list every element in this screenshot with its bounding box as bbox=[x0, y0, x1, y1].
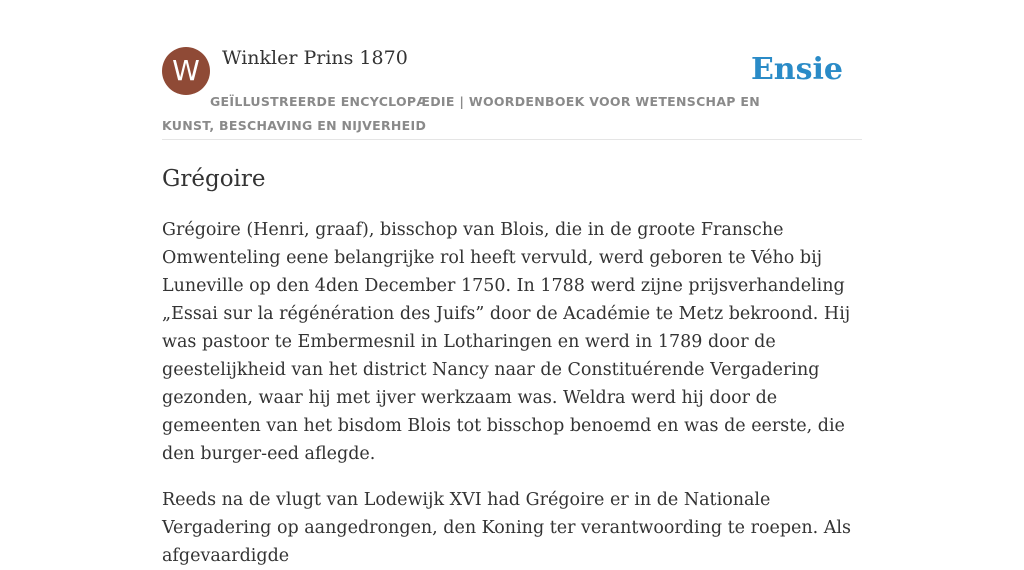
page bbox=[162, 0, 862, 566]
article-paragraph: Reeds na de vlugt van Lodewijk XVI had Grégoire er in de Nationale Vergadering op aangedrongen, den Koning ter verantwoording te roepen. Als afgevaardigde bbox=[162, 490, 852, 566]
article bbox=[162, 162, 862, 570]
source-title[interactable]: Winkler Prins 1870 bbox=[222, 47, 408, 69]
article-title: Grégoire bbox=[162, 166, 266, 192]
site-header bbox=[162, 0, 862, 140]
article-paragraph: Grégoire (Henri, graaf), bisschop van Blois, die in de groote Fransche Omwenteling eene belangrijke rol heeft vervuld, werd geboren te Vého bij Luneville op den 4den December 1750. In 1788 werd zijne prijsverhandeling „Essai sur la régénération des Juifs” door de Académie te Metz bekroond. Hij was pastoor te Embermesnil in Lotharingen en werd in 1789 door de geestelijkheid van het district Nancy naar de Constituérende Vergadering gezonden, waar hij met ijver werkzaam was. Weldra werd hij door de gemeenten van het bisdom Blois tot bisschop benoemd en was de eerste, die den burger-eed aflegde. bbox=[162, 220, 851, 464]
source-avatar[interactable]: W bbox=[162, 47, 210, 95]
ensie-logo-link[interactable]: Ensie bbox=[750, 52, 843, 87]
source-subtitle: GEÏLLUSTREERDE ENCYCLOPÆDIE | WOORDENBOEK VOOR WETENSCHAP EN KUNST, BESCHAVING EN NIJVERHEID bbox=[162, 94, 760, 133]
